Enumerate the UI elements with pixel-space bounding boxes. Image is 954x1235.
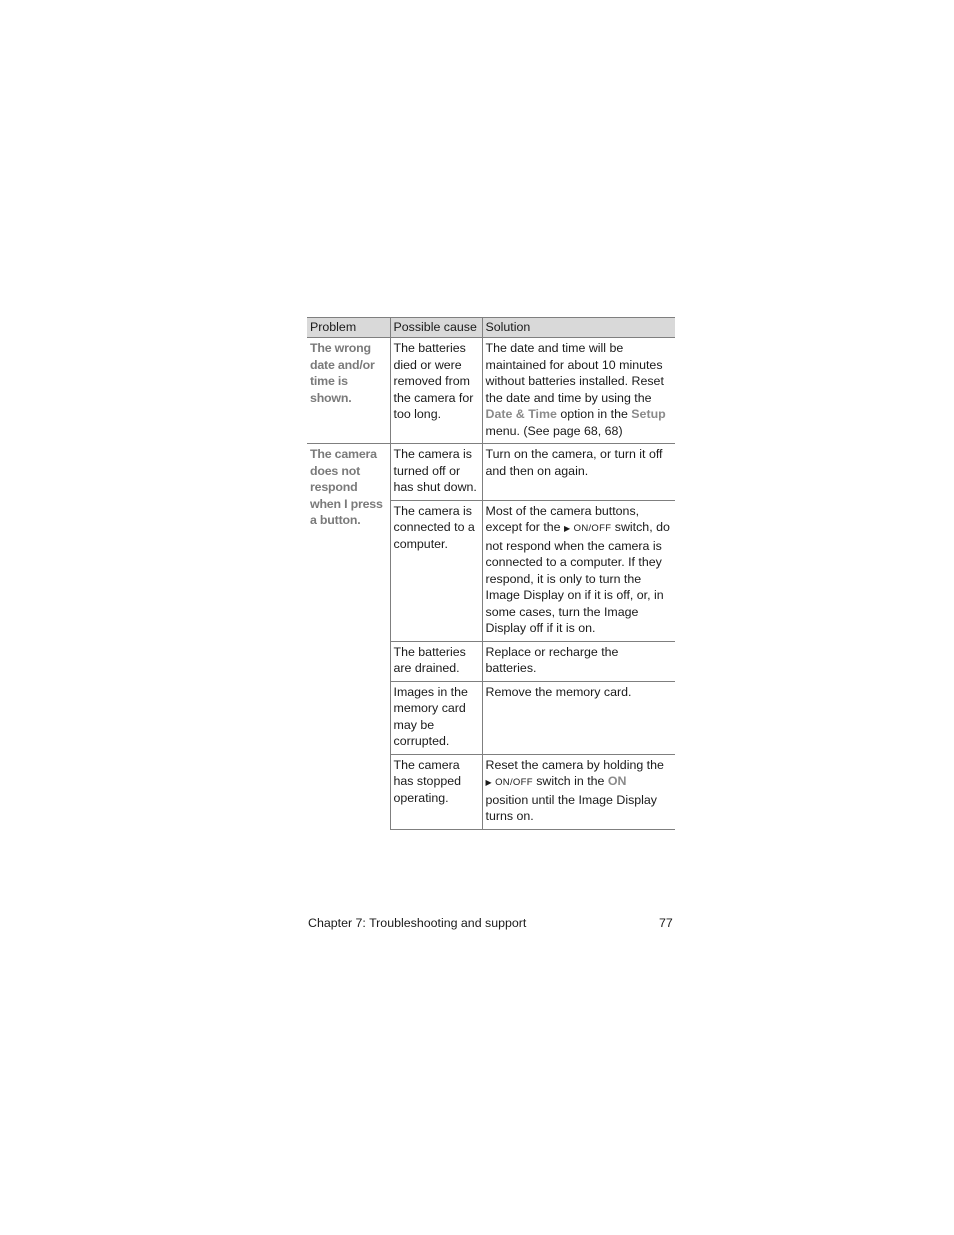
solution-text: Reset the camera by holding the — [485, 757, 664, 772]
cause-cell: The batteries are drained. — [390, 641, 482, 681]
menu-name-setup: Setup — [631, 407, 666, 421]
table-row — [307, 444, 675, 501]
solution-text: switch, do not respond when the camera is connected to a computer. If they respond, it is only to turn the Image Display on if it is off, or, in some cases, turn the Image Display off if it is on. — [485, 520, 670, 635]
solution-cell: Remove the memory card. — [482, 681, 675, 754]
solution-cell — [482, 500, 675, 641]
solution-text: Most of the camera buttons, except for the — [485, 503, 640, 534]
on-off-switch-label: ON/OFF — [573, 523, 612, 534]
solution-text: position until the Image Display turns on. — [485, 792, 657, 823]
table-header-row — [307, 318, 675, 338]
solution-cell: Turn on the camera, or turn it off and then on again. — [482, 444, 675, 501]
solution-text: The date and time will be maintained for about 10 minutes without batteries installed. Reset the date and time by using the — [485, 341, 664, 405]
footer-chapter-title: Chapter 7: Troubleshooting and support — [308, 916, 527, 930]
footer-page-number: 77 — [659, 916, 673, 930]
solution-cell: Replace or recharge the batteries. — [482, 641, 675, 681]
cause-cell: The camera is connected to a computer. — [390, 500, 482, 641]
solution-text: option in the — [556, 407, 632, 421]
solution-text: switch in the — [532, 774, 608, 788]
problem-cell: The camera does not respond when I press a button. — [307, 444, 390, 830]
play-triangle-icon: ▶ — [564, 524, 571, 533]
table-row — [307, 338, 675, 444]
solution-text: menu. (See page 68, 68) — [485, 423, 623, 438]
cause-cell: The camera has stopped operating. — [390, 754, 482, 829]
solution-cell — [482, 754, 675, 829]
problem-cell: The wrong date and/or time is shown. — [307, 338, 390, 444]
solution-cell — [482, 338, 675, 444]
cause-cell: The batteries died or were removed from the camera for too long. — [390, 338, 482, 444]
header-solution: Solution — [482, 318, 675, 338]
play-triangle-icon: ▶ — [485, 778, 492, 787]
cause-cell: Images in the memory card may be corrupted. — [390, 681, 482, 754]
troubleshooting-table — [307, 317, 675, 830]
on-off-switch-label: ON/OFF — [495, 777, 533, 788]
header-problem: Problem — [307, 318, 390, 338]
header-possible-cause: Possible cause — [390, 318, 482, 338]
on-position-label: ON — [607, 774, 627, 788]
menu-option-date-time: Date & Time — [485, 407, 557, 421]
cause-cell: The camera is turned off or has shut down. — [390, 444, 482, 501]
